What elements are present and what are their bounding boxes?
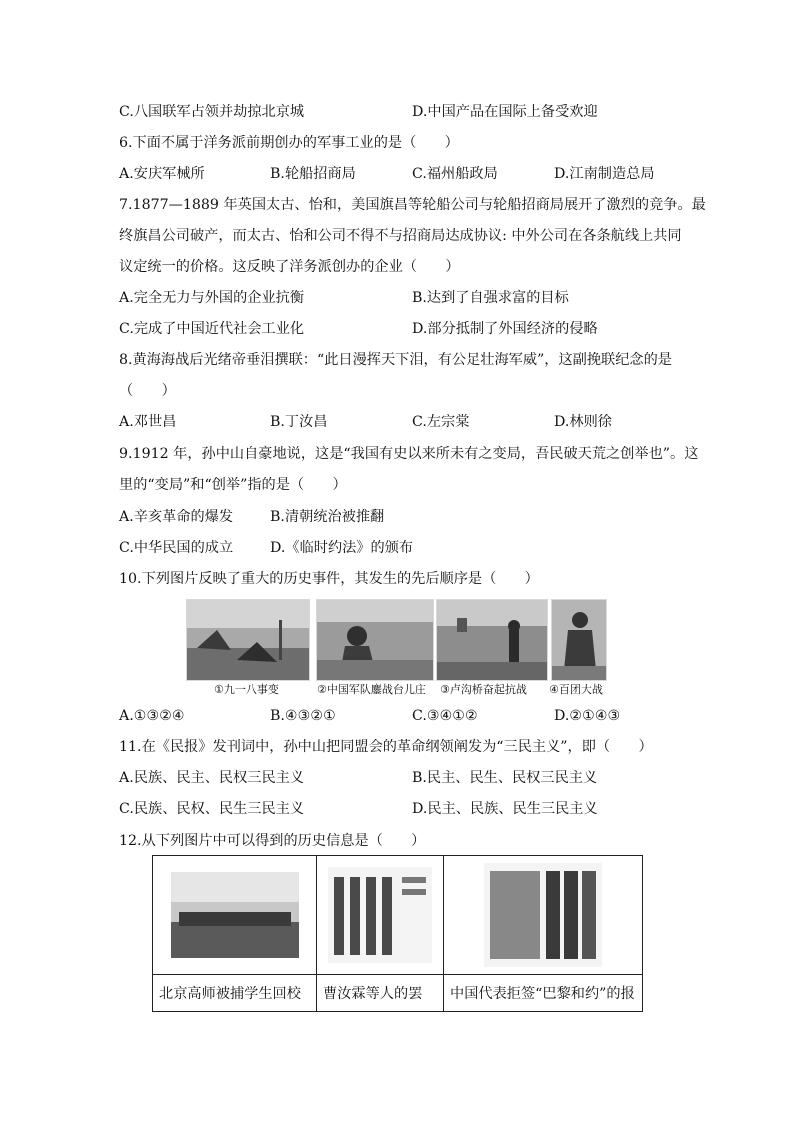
q12-cell-photo-1 — [153, 856, 317, 975]
question-11: 11.在《民报》发刊词中，孙中山把同盟会的革命纲领阐发为“三民主义”，即（ ） — [119, 739, 653, 755]
q7-option-b: B.达到了自强求富的目标 — [412, 290, 569, 306]
photo-newspaper-dismissal — [328, 867, 432, 963]
question-10: 10.下列图片反映了重大的历史事件，其发生的先后顺序是（ ） — [119, 571, 539, 587]
q9-option-d: D.《临时约法》的颁布 — [270, 540, 414, 556]
question-8-line2: （ ） — [119, 383, 176, 399]
q6-option-a: A.安庆军械所 — [119, 166, 205, 182]
photo-mukden-incident — [186, 599, 310, 681]
photo-students-return — [171, 872, 299, 958]
q6-option-b: B.轮船招商局 — [270, 166, 356, 182]
q11-option-c: C.民族、民权、民生三民主义 — [119, 801, 305, 817]
caption-1: ①九一八事变 — [214, 683, 279, 696]
q10-option-a: A.①③②④ — [119, 708, 185, 724]
q10-option-d: D.②①④③ — [554, 708, 621, 724]
photo-taierzhuang — [316, 599, 434, 681]
q12-caption-3: 中国代表拒签“巴黎和约”的报 — [444, 975, 643, 1012]
question-9-line2: 里的“变局”和“创举”指的是（ ） — [119, 477, 347, 493]
q5-option-d: D.中国产品在国际上备受欢迎 — [412, 104, 598, 120]
q12-cell-photo-2 — [317, 856, 444, 975]
q7-option-a: A.完全无力与外国的企业抗衡 — [119, 290, 305, 306]
q12-caption-2: 曹汝霖等人的罢 — [317, 975, 444, 1012]
q5-option-c: C.八国联军占领并劫掠北京城 — [119, 104, 305, 120]
q11-option-b: B.民主、民生、民权三民主义 — [412, 770, 598, 786]
caption-2: ②中国军队鏖战台儿庄 — [317, 683, 426, 696]
q10-option-c: C.③④①② — [412, 708, 478, 724]
q9-option-b: B.清朝统治被推翻 — [270, 509, 385, 525]
q7-option-d: D.部分抵制了外国经济的侵略 — [412, 321, 598, 337]
question-7-line1: 7.1877—1889 年英国太古、怡和，美国旗昌等轮船公司与轮船招商局展开了激烈的竞争。最 — [119, 197, 706, 213]
question-7-line2: 终旗昌公司破产，而太古、怡和公司不得不与招商局达成协议: 中外公司在各条航线上共同 — [119, 228, 682, 244]
photo-newspaper-paris — [484, 863, 602, 967]
q8-option-a: A.邓世昌 — [119, 414, 177, 430]
q11-option-d: D.民主、民族、民生三民主义 — [412, 801, 598, 817]
q8-option-d: D.林则徐 — [554, 414, 612, 430]
q12-image-table — [152, 855, 643, 1012]
question-7-line3: 议定统一的价格。这反映了洋务派创办的企业（ ） — [119, 259, 460, 275]
q7-option-c: C.完成了中国近代社会工业化 — [119, 321, 305, 337]
caption-3: ③卢沟桥奋起抗战 — [440, 683, 527, 696]
photo-hundred-regiments — [551, 599, 607, 681]
q8-option-c: C.左宗棠 — [412, 414, 470, 430]
q10-option-b: B.④③②① — [270, 708, 336, 724]
q6-option-c: C.福州船政局 — [412, 166, 498, 182]
caption-4: ④百团大战 — [549, 683, 603, 696]
q12-cell-photo-3 — [444, 856, 643, 975]
photo-marco-polo-bridge — [436, 599, 548, 681]
question-8-line1: 8.黄海海战后光绪帝垂泪撰联：“此日漫挥天下泪，有公足壮海军威”，这副挽联纪念的是 — [119, 352, 672, 368]
question-6: 6.下面不属于洋务派前期创办的军事工业的是（ ） — [119, 135, 459, 151]
q12-caption-1: 北京高师被捕学生回校 — [153, 975, 317, 1012]
question-12: 12.从下列图片中可以得到的历史信息是（ ） — [119, 833, 426, 849]
q6-option-d: D.江南制造总局 — [554, 166, 655, 182]
q11-option-a: A.民族、民主、民权三民主义 — [119, 770, 305, 786]
question-9-line1: 9.1912 年，孙中山自豪地说，这是“我国有史以来所未有之变局，吾民破天荒之创举也”。这 — [119, 446, 699, 462]
q8-option-b: B.丁汝昌 — [270, 414, 328, 430]
q9-option-a: A.辛亥革命的爆发 — [119, 509, 234, 525]
q9-option-c: C.中华民国的成立 — [119, 540, 234, 556]
